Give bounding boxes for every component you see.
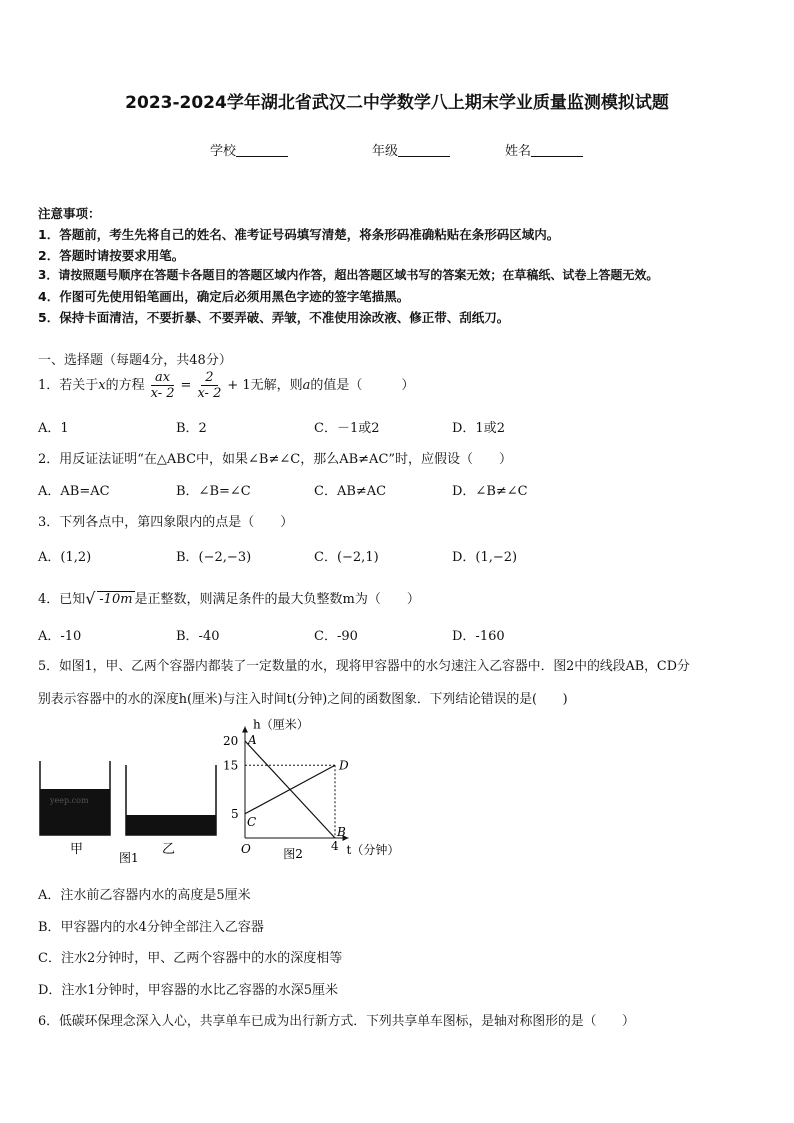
y-tick-label: 5: [231, 806, 239, 821]
fraction: $\frac{2}{x- 2}$: [197, 370, 222, 401]
question-6: 6．低碳环保理念深入人心，共享单车已成为出行新方式．下列共享单车图标，是轴对称图形的是（ ）: [38, 1014, 635, 1029]
option-a[interactable]: A．1: [38, 421, 69, 436]
watermark: yeep.com: [50, 796, 89, 805]
question-3: 3．下列各点中，第四象限内的点是（ ）: [38, 515, 294, 530]
y-axis-arrow: [242, 726, 248, 732]
option-d[interactable]: D．1或2: [452, 421, 505, 436]
y-tick-label: 20: [223, 734, 239, 748]
option-c[interactable]: C．AB≠AC: [314, 484, 387, 499]
point-c-label: C: [247, 814, 257, 829]
school-field: 学校: [210, 140, 288, 159]
option-d[interactable]: D．(1,−2): [452, 550, 518, 565]
figure-1: [30, 755, 230, 865]
option-d[interactable]: D．-160: [452, 629, 505, 644]
school-blank: [236, 144, 288, 157]
page-title: 2023-2024学年湖北省武汉二中学数学八上期末学业质量监测模拟试题: [125, 93, 669, 113]
question-5-cont: 别表示容器中的水的深度h(厘米)与注入时间t(分钟)之间的函数图象．下列结论错误的是( ): [38, 692, 568, 707]
question-2: 2．用反证法证明“在△ABC中，如果∠B≠∠C，那么AB≠AC”时，应假设（ ）: [38, 452, 513, 467]
grade-blank: [398, 144, 450, 157]
fraction: $\frac{ax}{x- 2}$: [150, 370, 175, 401]
notice-item: 4．作图可先使用铅笔画出，确定后必须用黑色字迹的签字笔描黑。: [38, 289, 410, 304]
container-b-water: [126, 815, 216, 835]
notice-item: 1．答题前，考生先将自己的姓名、准考证号码填写清楚，将条形码准确粘贴在条形码区域内。: [38, 227, 560, 242]
notice-item: 5．保持卡面清洁，不要折暴、不要弄破、弄皱，不准使用涂改液、修正带、刮纸刀。: [38, 310, 510, 325]
option-c[interactable]: C．－1或2: [314, 421, 380, 436]
name-blank: [531, 144, 583, 157]
option-c[interactable]: C．(−2,1): [314, 550, 379, 565]
option-c[interactable]: C．-90: [314, 629, 358, 644]
container-b-label: 乙: [162, 842, 176, 857]
name-field: 姓名: [505, 140, 583, 159]
option-a[interactable]: A．AB=AC: [38, 484, 110, 499]
question-4: 4．已知 √ -10m 是正整数，则满足条件的最大负整数m为（ ）: [38, 589, 420, 608]
option-a[interactable]: A．注水前乙容器内水的高度是5厘米: [38, 888, 251, 903]
option-a[interactable]: A．(1,2): [38, 550, 92, 565]
option-b[interactable]: B．甲容器内的水4分钟全部注入乙容器: [38, 920, 264, 935]
figure-2-chart: [215, 718, 415, 866]
point-d-label: D: [339, 758, 349, 773]
grade-field: 年级: [372, 140, 450, 159]
y-axis-label: h（厘米）: [253, 718, 309, 732]
option-a[interactable]: A．-10: [38, 629, 82, 644]
point-b-label: B: [337, 825, 346, 839]
option-b[interactable]: B．-40: [176, 629, 220, 644]
figure-2-caption: 图2: [283, 847, 303, 861]
option-d[interactable]: D．∠B≠∠C: [452, 484, 528, 499]
x-axis-label: t（分钟）: [346, 843, 400, 857]
square-root: √ -10m: [85, 589, 133, 608]
question-5: 5．如图1，甲、乙两个容器内都装了一定数量的水，现将甲容器中的水匀速注入乙容器中．图2中的线段AB，CD分: [38, 659, 690, 674]
section-heading: 一、选择题（每题4分，共48分）: [38, 353, 232, 368]
option-b[interactable]: B．∠B=∠C: [176, 484, 251, 499]
notice-item: 2．答题时请按要求用笔。: [38, 248, 185, 263]
x-tick-label: 4: [331, 839, 339, 853]
option-c[interactable]: C．注水2分钟时，甲、乙两个容器中的水的深度相等: [38, 951, 343, 966]
origin-label: O: [241, 842, 251, 856]
figure-1-caption: 图1: [119, 851, 139, 865]
container-a-label: 甲: [70, 842, 84, 857]
option-d[interactable]: D．注水1分钟时，甲容器的水比乙容器的水深5厘米: [38, 983, 338, 998]
option-b[interactable]: B．(−2,−3): [176, 550, 252, 565]
point-a-label: A: [248, 733, 257, 747]
notice-heading: 注意事项：: [38, 206, 101, 221]
y-tick-label: 15: [223, 758, 239, 773]
notice-item: 3．请按照题号顺序在答题卡各题目的答题区域内作答，超出答题区域书写的答案无效；在草稿纸、试卷上答题无效。: [38, 268, 659, 282]
question-1: 1．若关于x的方程 $\frac{ax}{x- 2}$ = $\frac{2}{x- 2}$ + 1无解，则a的值是（ ）: [38, 370, 415, 401]
option-b[interactable]: B．2: [176, 421, 207, 436]
segment-cd: [245, 765, 335, 814]
